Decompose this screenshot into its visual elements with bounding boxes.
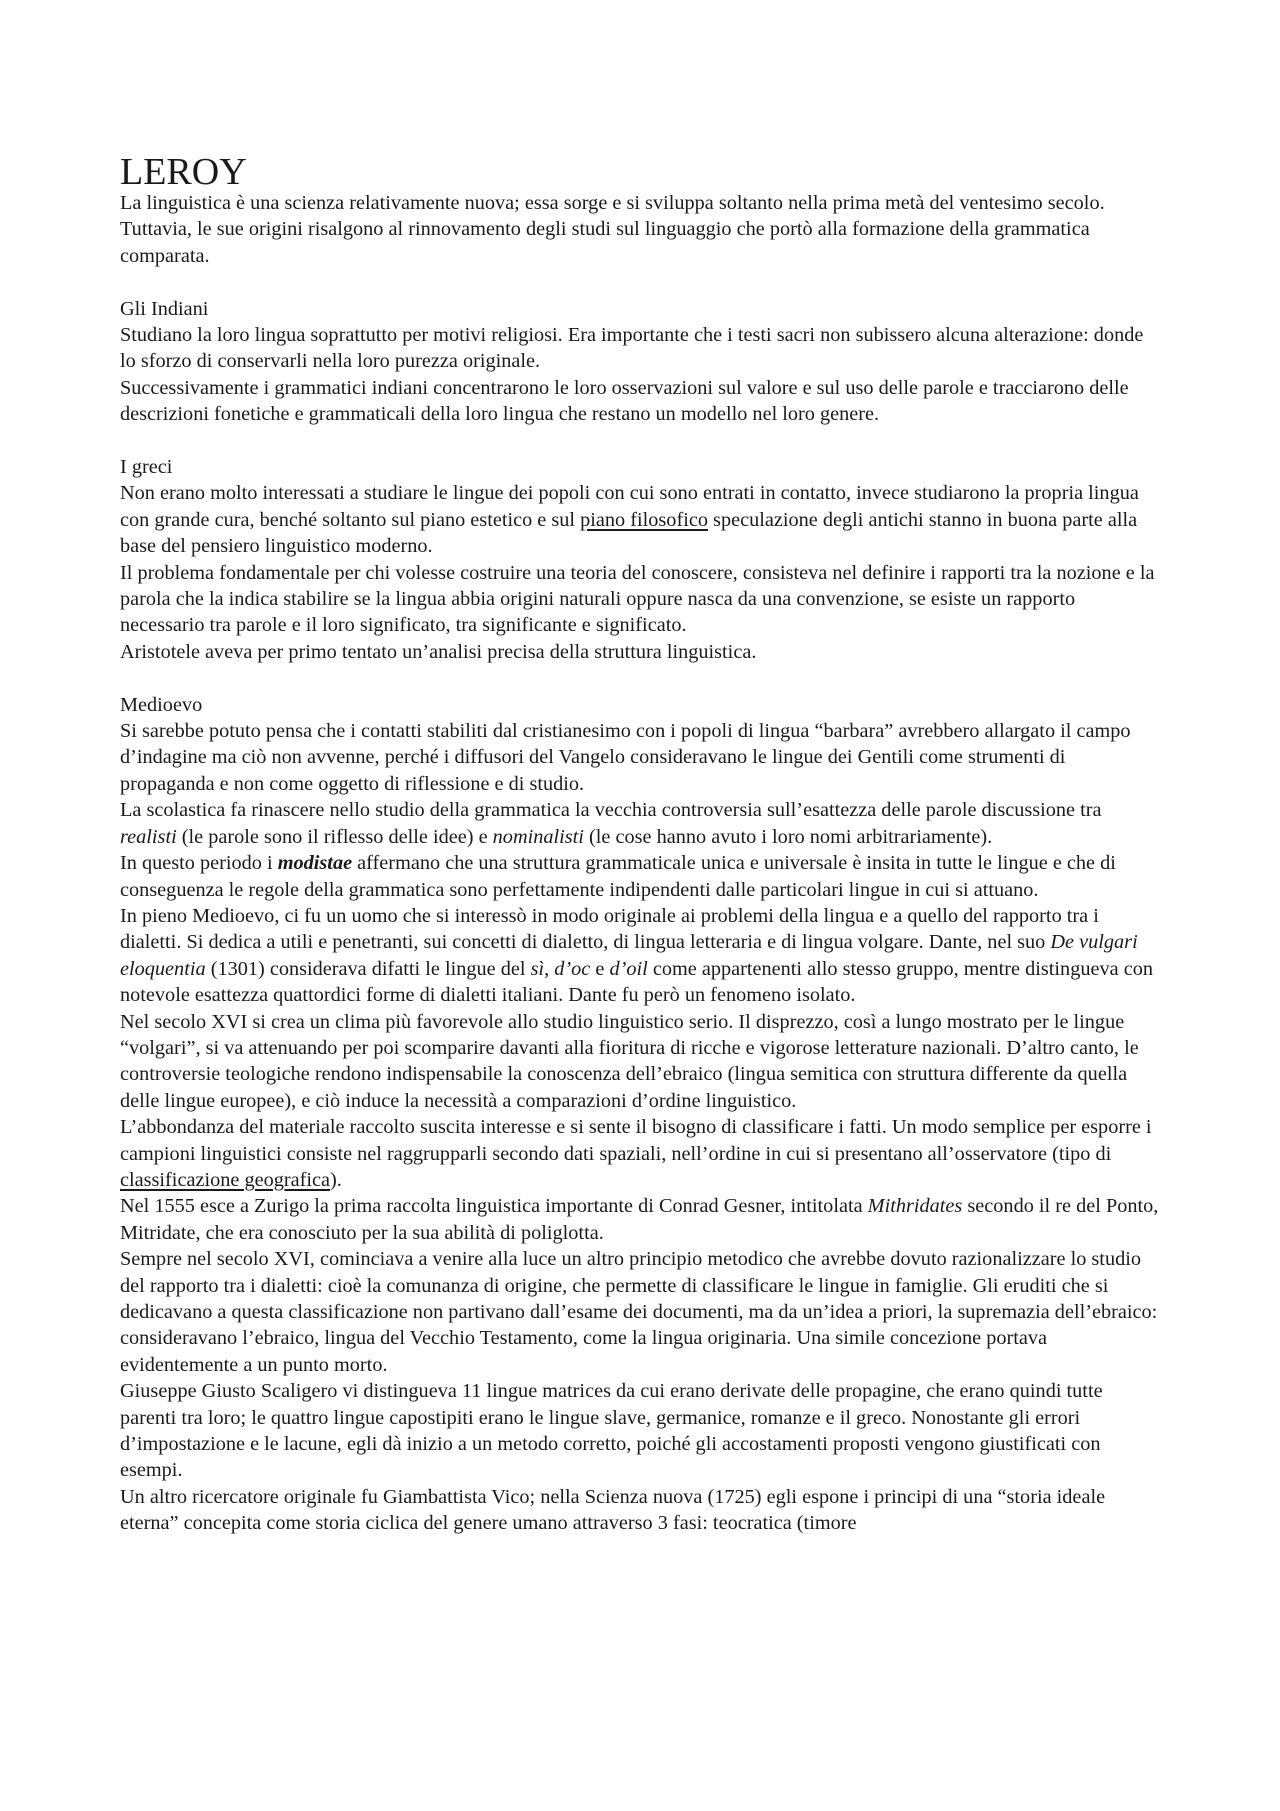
underlined-text: piano filosofico: [580, 508, 708, 531]
section: [120, 190, 1160, 269]
section: [120, 692, 1160, 1537]
italic-text: realisti: [120, 825, 177, 848]
paragraph: La scolastica fa rinascere nello studio della grammatica la vecchia controversia sull’esattezza delle parole discussione tra realisti (le parole sono il riflesso delle idee) e nominalisti (le cose hanno avuto i loro nomi arbitrariamente).: [120, 799, 1102, 848]
paragraph: Giuseppe Giusto Scaligero vi distingueva 11 lingue matrices da cui erano derivate delle propagine, che erano quindi tutte parenti tra loro; le quattro lingue capostipiti erano le lingue slave, germanice, romanze e il greco. Nonostante gli errori d’impostazione e le lacune, egli dà inizio a un metodo corretto, poiché gli accostamenti proposti vengono giustificati con esempi.: [120, 1380, 1103, 1482]
paragraph: Nel 1555 esce a Zurigo la prima raccolta linguistica importante di Conrad Gesner, intitolata Mithridates secondo il re del Ponto, Mitridate, che era conosciuto per la sua abilità di poliglotta.: [120, 1195, 1159, 1244]
italic-text: Mithridates: [867, 1195, 963, 1218]
italic-text: d’oil: [609, 957, 648, 980]
italic-text: nominalisti: [492, 825, 584, 848]
paragraph: In questo periodo i modistae affermano che una struttura grammaticale unica e universale è insita in tutte le lingue e che di conseguenza le regole della grammatica sono perfettamente indipendenti dalle particolari lingue in cui si attuano.: [120, 852, 1116, 901]
paragraph: Non erano molto interessati a studiare le lingue dei popoli con cui sono entrati in contatto, invece studiarono la propria lingua con grande cura, benché soltanto sul piano estetico e sul piano filosofico speculazione degli antichi stanno in buona parte alla base del pensiero linguistico moderno.: [120, 482, 1139, 558]
paragraph: La linguistica è una scienza relativamente nuova; essa sorge e si sviluppa soltanto nella prima metà del ventesimo secolo. Tuttavia, le sue origini risalgono al rinnovamento degli studi sul linguaggio che portò alla formazione della grammatica comparata.: [120, 192, 1105, 267]
italic-text: De vulgari eloquentia: [120, 931, 1138, 980]
paragraph: Nel secolo XVI si crea un clima più favorevole allo studio linguistico serio. Il disprezzo, così a lungo mostrato per le lingue “volgari”, si va attenuando per poi scomparire davanti alla fioritura di ricche e vigorose letterature nazionali. D’altro canto, le controversie teologiche rendono indispensabile la conoscenza dell’ebraico (lingua semitica con struttura differente da quella delle lingue europee), e ciò induce la necessità a comparazioni d’ordine linguistico.: [120, 1010, 1139, 1112]
paragraph: Il problema fondamentale per chi volesse costruire una teoria del conoscere, consisteva nel definire i rapporti tra la nozione e la parola che la indica stabilire se la lingua abbia origini naturali oppure nasca da una convenzione, se esiste un rapporto necessario tra parole e il loro significato, tra significante e significato.: [120, 561, 1155, 637]
paragraph: Si sarebbe potuto pensa che i contatti stabiliti dal cristianesimo con i popoli di lingua “barbara” avrebbero allargato il campo d’indagine ma ciò non avvenne, perché i diffusori del Vangelo consideravano le lingue dei Gentili come strumenti di propaganda e non come oggetto di riflessione e di studio.: [120, 720, 1131, 795]
document-page: [120, 150, 1160, 1537]
paragraph: Sempre nel secolo XVI, cominciava a venire alla luce un altro principio metodico che avrebbe dovuto razionalizzare lo studio del rapporto tra i dialetti: cioè la comunanza di origine, che permette di classificare le lingue in famiglie. Gli eruditi che si dedicavano a questa classificazione non partivano dall’esame dei documenti, ma da un’idea a priori, la supremazia dell’ebraico: consideravano l’ebraico, lingua del Vecchio Testamento, come la lingua originaria. Una simile concezione portava evidentemente a un punto morto.: [120, 1248, 1158, 1376]
section-heading: Medioevo: [120, 693, 203, 716]
section: [120, 454, 1160, 665]
paragraph: L’abbondanza del materiale raccolto suscita interesse e si sente il bisogno di classificare i fatti. Un modo semplice per esporre i campioni linguistici consiste nel raggrupparli secondo dati spaziali, nell’ordine in cui si presentano all’osservatore (tipo di classificazione geografica).: [120, 1116, 1152, 1191]
underlined-text: classificazione geografica: [120, 1168, 331, 1191]
paragraph: Studiano la loro lingua soprattutto per motivi religiosi. Era importante che i testi sacri non subissero alcuna alterazione: donde lo sforzo di conservarli nella loro purezza originale.: [120, 324, 1144, 373]
italic-text: d’oc: [554, 957, 591, 980]
paragraph: Successivamente i grammatici indiani concentrarono le loro osservazioni sul valore e sul uso delle parole e tracciarono delle descrizioni fonetiche e grammaticali della loro lingua che restano un modello nel loro genere.: [120, 376, 1129, 426]
document-body: [120, 190, 1160, 1537]
page-title: LEROY: [120, 151, 247, 193]
paragraph: Un altro ricercatore originale fu Giambattista Vico; nella Scienza nuova (1725) egli espone i principi di una “storia ideale eterna” concepita come storia ciclica del genere umano attraverso 3 fasi: teocratica (timore: [120, 1485, 1106, 1535]
italic-text: sì: [530, 957, 545, 980]
bold-italic-text: modistae: [277, 852, 353, 875]
section: [120, 296, 1160, 428]
paragraph: In pieno Medioevo, ci fu un uomo che si interessò in modo originale ai problemi della lingua e a quello del rapporto tra i dialetti. Si dedica a utili e penetranti, sui concetti di dialetto, di lingua letteraria e di lingua volgare. Dante, nel suo De vulgari eloquentia (1301) considerava difatti le lingue del sì, d’oc e d’oil come appartenenti allo stesso gruppo, mentre distingueva con notevole esattezza quattordici forme di dialetti italiani. Dante fu però un fenomeno isolato.: [120, 904, 1153, 1007]
paragraph: Aristotele aveva per primo tentato un’analisi precisa della struttura linguistica.: [120, 640, 757, 663]
section-heading: I greci: [120, 456, 173, 479]
section-heading: Gli Indiani: [120, 297, 209, 320]
